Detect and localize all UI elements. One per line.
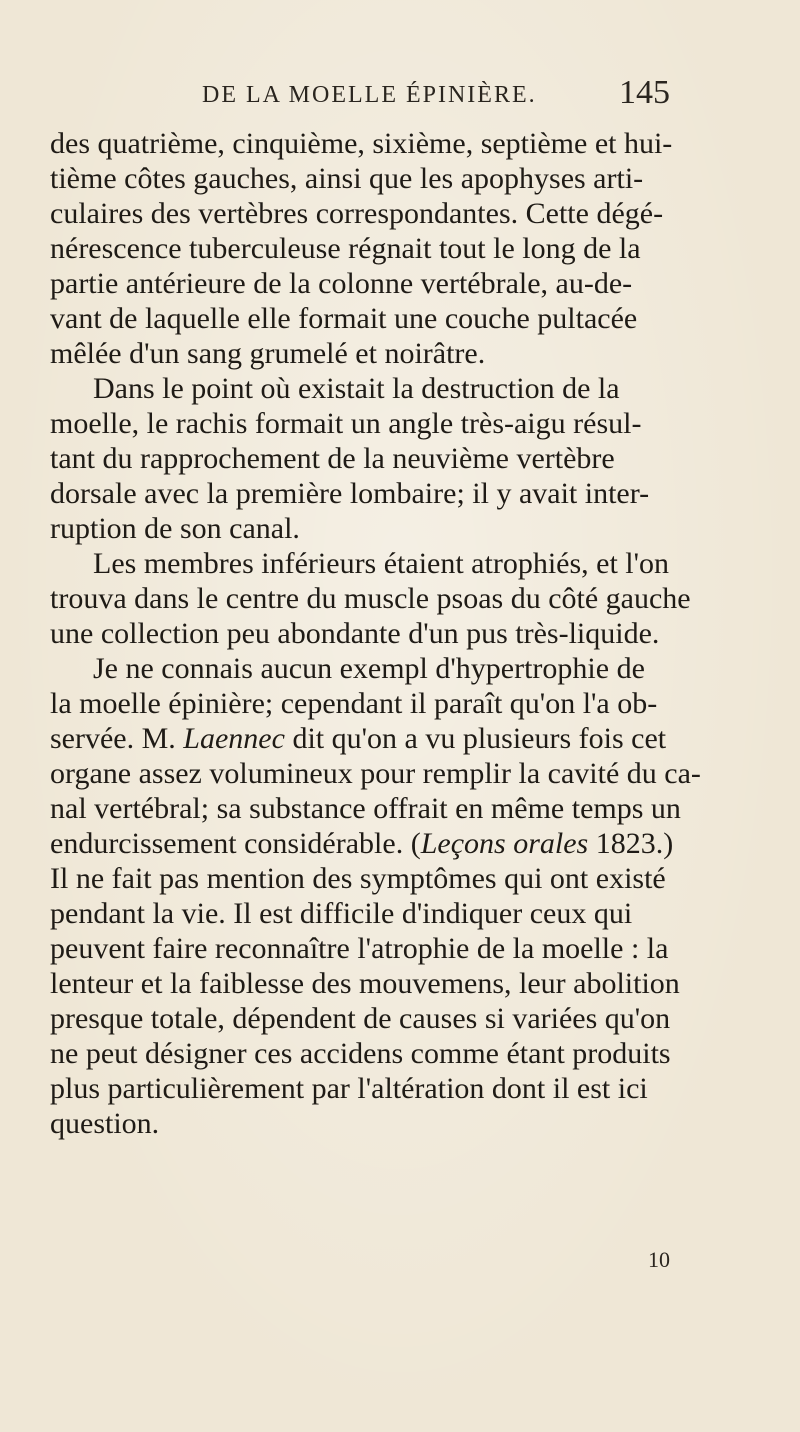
- text-line: nal vertébral; sa substance offrait en même temps un: [50, 792, 681, 825]
- text-line: trouva dans le centre du muscle psoas du côté gauche: [50, 582, 691, 615]
- signature-mark: 10: [648, 1247, 670, 1272]
- text-line: organe assez volumineux pour remplir la cavité du ca-: [50, 757, 701, 790]
- text-segment: dit qu'on a vu plusieurs fois cet: [284, 722, 667, 755]
- running-head: DE LA MOELLE ÉPINIÈRE.: [202, 82, 537, 108]
- text-line: Les membres inférieurs étaient atrophiés, et l'on: [93, 547, 670, 580]
- text-line: lenteur et la faiblesse des mouvemens, leur abolition: [50, 967, 680, 1000]
- text-line: dorsale avec la première lombaire; il y avait inter-: [50, 477, 650, 510]
- text-line: tième côtes gauches, ainsi que les apophyses arti-: [50, 162, 644, 195]
- text-line: moelle, le rachis formait un angle très-aigu résul-: [50, 407, 642, 440]
- body-text: [50, 126, 740, 1141]
- text-line: question.: [50, 1107, 160, 1140]
- text-line: Dans le point où existait la destruction de la: [93, 372, 620, 405]
- text-segment: 1823.): [588, 827, 674, 860]
- text-line: des quatrième, cinquième, sixième, septième et hui-: [50, 127, 673, 160]
- text-line: culaires des vertèbres correspondantes. Cette dégé-: [50, 197, 664, 230]
- text-line: plus particulièrement par l'altération dont il est ici: [50, 1072, 648, 1105]
- page-header: [150, 74, 670, 122]
- text-line: Il ne fait pas mention des symptômes qui ont existé: [50, 862, 666, 895]
- text-line: nérescence tuberculeuse régnait tout le long de la: [50, 232, 641, 265]
- text-line: une collection peu abondante d'un pus très-liquide.: [50, 617, 660, 650]
- work-title: Leçons orales: [420, 827, 589, 860]
- text-line: pendant la vie. Il est difficile d'indiquer ceux qui: [50, 897, 633, 930]
- text-line: Je ne connais aucun exempl d'hypertrophie de: [93, 652, 645, 685]
- text-segment: endurcissement considérable. (: [50, 827, 421, 860]
- page-number: 145: [619, 74, 670, 111]
- text-line: peuvent faire reconnaître l'atrophie de la moelle : la: [50, 932, 669, 965]
- text-line: ne peut désigner ces accidens comme étant produits: [50, 1037, 671, 1070]
- author-name: Laennec: [183, 722, 285, 755]
- text-line: partie antérieure de la colonne vertébrale, au-de-: [50, 267, 633, 300]
- text-line: la moelle épinière; cependant il paraît qu'on l'a ob-: [50, 687, 658, 720]
- text-line: [50, 826, 740, 861]
- text-line: presque totale, dépendent de causes si variées qu'on: [50, 1002, 671, 1035]
- text-line: vant de laquelle elle formait une couche pultacée: [50, 302, 638, 335]
- text-line: mêlée d'un sang grumelé et noirâtre.: [50, 337, 486, 370]
- text-segment: servée. M.: [50, 722, 176, 755]
- text-line: tant du rapprochement de la neuvième vertèbre: [50, 442, 615, 475]
- text-line: ruption de son canal.: [50, 512, 300, 545]
- text-line: [50, 721, 740, 756]
